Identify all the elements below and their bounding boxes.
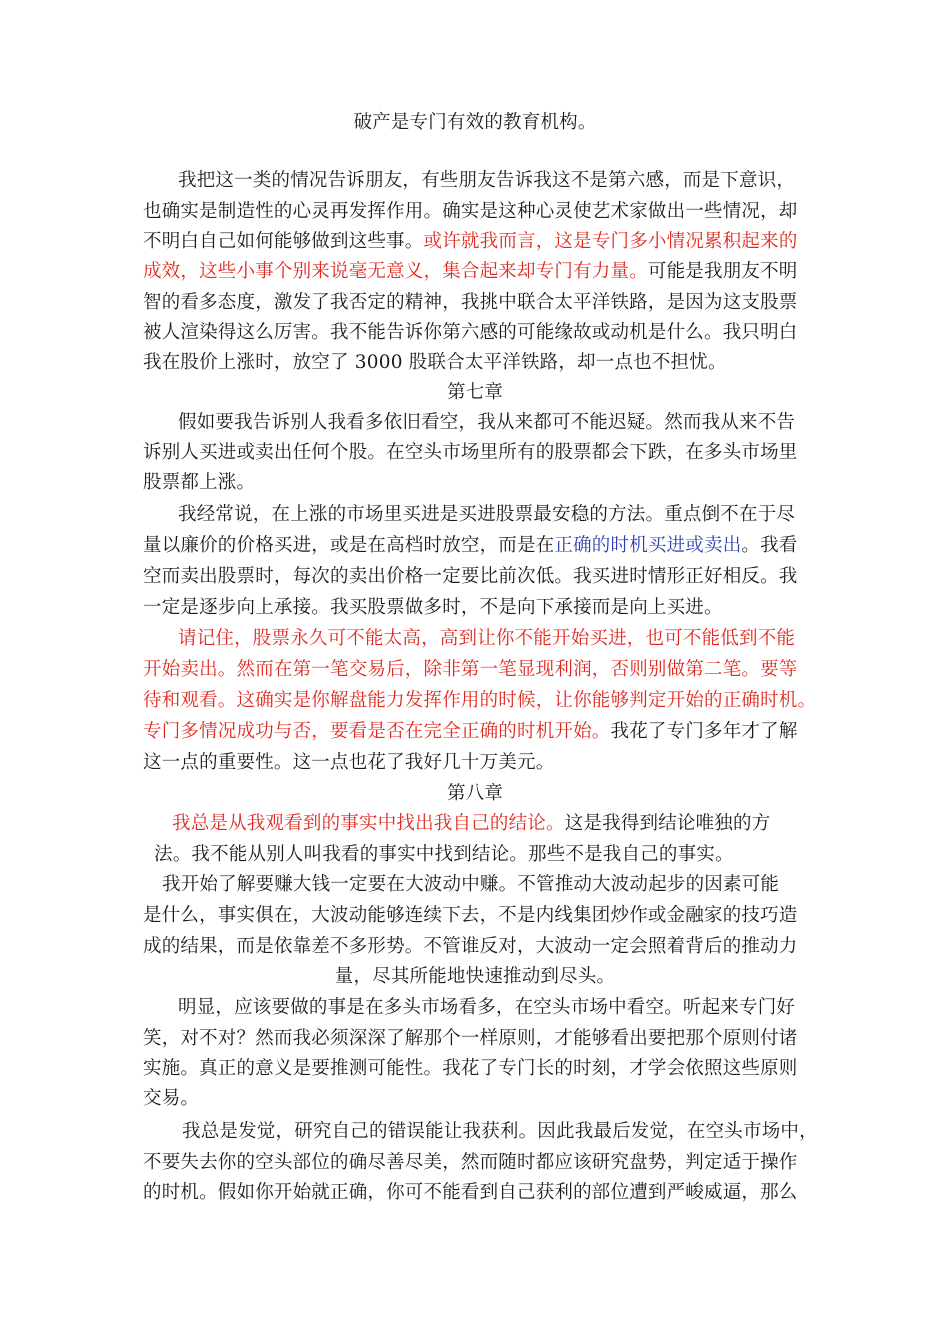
text-line bbox=[143, 291, 798, 315]
text-line bbox=[182, 1120, 818, 1144]
text-line bbox=[143, 351, 727, 375]
text-segment: 量，尽其所能地快速推动到尽头。 bbox=[334, 966, 616, 987]
text-line bbox=[143, 1027, 798, 1051]
highlighted-red-text: 专门多情况成功与否，要看是否在完全正确的时机开始。 bbox=[143, 721, 611, 742]
text-line bbox=[143, 1181, 798, 1205]
text-line bbox=[143, 689, 816, 713]
text-line bbox=[143, 471, 255, 495]
text-segment: 笑，对不对？然而我必须深深了解那个一样原则，才能够看出要把那个原则付诸 bbox=[143, 1028, 798, 1049]
text-segment: 破产是专门有效的教育机构。 bbox=[353, 112, 597, 133]
highlighted-red-text: 待和观看。这确实是你解盘能力发挥作用的时候，让你能够判定开始的正确时机。 bbox=[143, 690, 817, 711]
text-segment: 法。我不能从别人叫我看的事实中找到结论。那些不是我自己的事实。 bbox=[154, 844, 734, 865]
highlighted-red-text: 我总是从我观看到的事实中找出我自己的结论。 bbox=[172, 813, 565, 834]
text-line bbox=[143, 596, 723, 620]
text-line bbox=[143, 230, 798, 254]
highlighted-red-text: 请记住，股票永久可不能太高，高到让你不能开始买进，也可不能低到不能 bbox=[178, 628, 796, 649]
text-line bbox=[143, 321, 798, 345]
text-segment: 股票都上涨。 bbox=[143, 472, 256, 493]
text-segment: 空而卖出股票时，每次的卖出价格一定要比前次低。我买进时情形正好相反。我 bbox=[143, 566, 798, 587]
text-line bbox=[143, 658, 798, 682]
text-segment: 。我看 bbox=[741, 535, 798, 556]
highlighted-red-text: 或许就我而言，这是专门多小情况累积起来的 bbox=[423, 231, 798, 252]
text-line bbox=[143, 200, 798, 224]
text-segment: 我开始了解要赚大钱一定要在大波动中赚。不管推动大波动起步的因素可能 bbox=[162, 874, 780, 895]
text-line bbox=[178, 627, 795, 651]
text-segment: 被人渲染得这么厉害。我不能告诉你第六感的可能缘故或动机是什么。我只明白 bbox=[143, 322, 798, 343]
text-segment: 智的看多态度，激发了我否定的精神，我挑中联合太平洋铁路，是因为这支股票 bbox=[143, 292, 798, 313]
text-segment: 我总是发觉，研究自己的错误能让我获利。因此我最后发觉，在空头市场中， bbox=[182, 1121, 818, 1142]
text-segment: 交易。 bbox=[143, 1088, 200, 1109]
text-segment: 这一点的重要性。这一点也花了我好几十万美元。 bbox=[143, 752, 555, 773]
text-line bbox=[143, 935, 798, 959]
text-line bbox=[143, 565, 798, 589]
text-line bbox=[143, 441, 798, 465]
text-segment: 诉别人买进或卖出任何个股。在空头市场里所有的股票都会下跌，在多头市场里 bbox=[143, 442, 798, 463]
text-segment: 我在股价上涨时，放空了 3000 股联合太平洋铁路，却一点也不担忧。 bbox=[143, 352, 727, 373]
text-segment: 量以廉价的价格买进，或是在高档时放空，而是在 bbox=[143, 535, 555, 556]
text-line bbox=[143, 751, 554, 775]
text-segment: 明显，应该要做的事是在多头市场看多，在空头市场中看空。听起来专门好 bbox=[178, 997, 796, 1018]
text-line bbox=[178, 169, 795, 193]
text-line bbox=[143, 904, 798, 928]
text-segment: 这是我得到结论唯独的方 bbox=[564, 813, 771, 834]
text-line bbox=[178, 996, 795, 1020]
text-line bbox=[143, 720, 798, 744]
text-segment: 我花了专门多年才了解 bbox=[610, 721, 798, 742]
text-line bbox=[178, 411, 795, 435]
text-segment: 的时机。假如你开始就正确，你可不能看到自己获利的部位遭到严峻威逼，那么 bbox=[143, 1182, 798, 1203]
chapter-heading bbox=[0, 782, 950, 806]
highlighted-red-text: 开始卖出。然而在第一笔交易后，除非第一笔显现利润，否则别做第二笔。要等 bbox=[143, 659, 798, 680]
text-line bbox=[143, 1087, 199, 1111]
text-segment: 不明白自己如何能够做到这些事。 bbox=[143, 231, 424, 252]
text-line bbox=[172, 812, 770, 836]
text-segment: 成的结果，而是依靠差不多形势。不管谁反对，大波动一定会照着背后的推动力 bbox=[143, 936, 798, 957]
text-segment: 第七章 bbox=[446, 382, 504, 403]
text-segment: 不要失去你的空头部位的确尽善尽美，然而随时都应该研究盘势，判定适于操作 bbox=[143, 1152, 798, 1173]
text-segment: 第八章 bbox=[446, 783, 504, 804]
text-line bbox=[143, 1151, 798, 1175]
text-line bbox=[162, 873, 779, 897]
text-segment: 是什么，事实俱在，大波动能够连续下去，不是内线集团炒作或金融家的技巧造 bbox=[143, 905, 798, 926]
highlighted-blue-text: 正确的时机买进或卖出 bbox=[554, 535, 742, 556]
text-segment: 也确实是制造性的心灵再发挥作用。确实是这种心灵使艺术家做出一些情况，却 bbox=[143, 201, 798, 222]
text-line bbox=[0, 965, 950, 989]
text-segment: 实施。真正的意义是要推测可能性。我花了专门长的时刻，才学会依照这些原则 bbox=[143, 1058, 798, 1079]
text-line bbox=[143, 534, 798, 558]
text-segment: 我经常说，在上涨的市场里买进是买进股票最安稳的方法。重点倒不在于尽 bbox=[178, 504, 796, 525]
text-segment: 一定是逐步向上承接。我买股票做多时，不是向下承接而是向上买进。 bbox=[143, 597, 723, 618]
text-line bbox=[0, 111, 950, 135]
text-segment: 可能是我朋友不明 bbox=[647, 261, 798, 282]
highlighted-red-text: 成效，这些小事个别来说毫无意义，集合起来却专门有力量。 bbox=[143, 261, 648, 282]
text-line bbox=[143, 1057, 798, 1081]
text-segment: 假如要我告诉别人我看多依旧看空，我从来都可不能迟疑。然而我从来不告 bbox=[178, 412, 796, 433]
text-line bbox=[154, 843, 734, 867]
text-line bbox=[143, 260, 798, 284]
text-segment: 我把这一类的情况告诉朋友，有些朋友告诉我这不是第六感，而是下意识， bbox=[178, 170, 796, 191]
chapter-heading bbox=[0, 381, 950, 405]
text-line bbox=[178, 503, 795, 527]
